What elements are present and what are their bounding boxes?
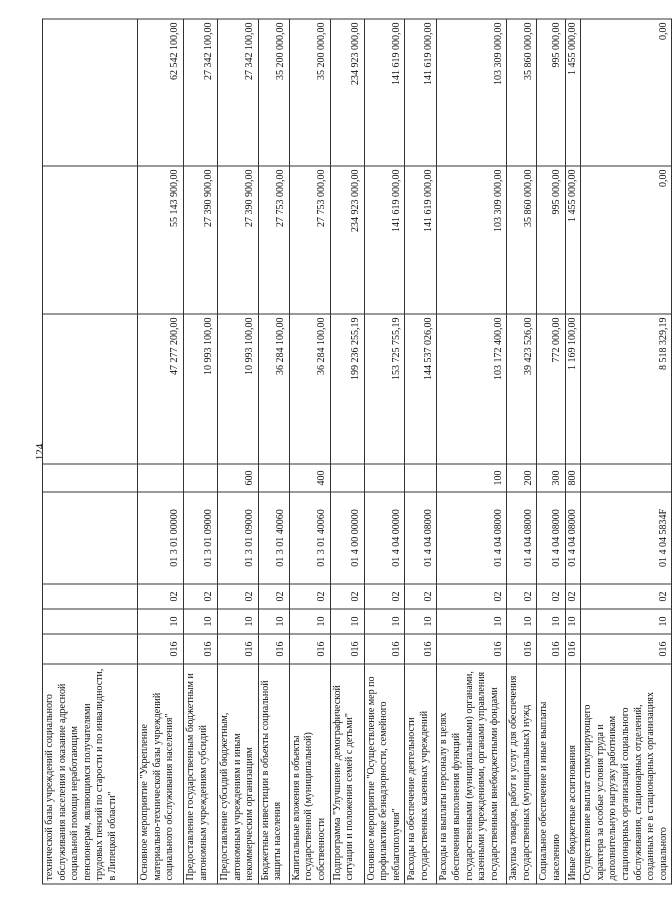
cell-exp-type xyxy=(364,464,405,492)
cell-y3: 0,00 xyxy=(581,19,672,166)
cell-subsection: 02 xyxy=(218,584,259,609)
cell-section: 10 xyxy=(364,609,405,634)
cell-name: Основное мероприятие "Осуществление мер по профилактике безнадзорности, семейного неблагополучия" xyxy=(364,664,405,884)
table-row xyxy=(537,19,565,884)
cell-section: 10 xyxy=(565,609,581,634)
cell-y2: 35 860 000,00 xyxy=(507,166,537,314)
cell-section: 10 xyxy=(437,609,507,634)
cell-y1: 10 993 100,00 xyxy=(218,314,259,464)
table-row xyxy=(289,19,330,884)
cell-exp-type: 400 xyxy=(289,464,330,492)
cell-y1: 153 725 755,19 xyxy=(364,314,405,464)
cell-subsection: 02 xyxy=(537,584,565,609)
cell-y3: 1 455 000,00 xyxy=(565,19,581,166)
cell-ministry: 016 xyxy=(138,634,184,664)
cell-y2: 27 390 900,00 xyxy=(218,166,259,314)
cell-y2: 103 309 000,00 xyxy=(437,166,507,314)
cell-name: Бюджетные инвестиции в объекты социальной защиты населения xyxy=(258,664,289,884)
cell-target: 01 4 00 00000 xyxy=(330,492,364,584)
table-row xyxy=(184,19,218,884)
cell-name: Осуществление выплат стимулирующего характера за особые условия труда и дополнительную нагрузку работникам стационарных организаций социального обслуживания, стационарных отделений, созданных не в стационарных организациях социального xyxy=(581,664,672,884)
cell-y2: 0,00 xyxy=(581,166,672,314)
cell-section xyxy=(43,609,138,634)
table-row xyxy=(258,19,289,884)
cell-target: 01 3 01 09000 xyxy=(218,492,259,584)
cell-name: Предоставление государственным бюджетным и автономным учреждениям субсидий xyxy=(184,664,218,884)
table-row xyxy=(364,19,405,884)
cell-y1 xyxy=(43,314,138,464)
cell-y2 xyxy=(43,166,138,314)
cell-subsection xyxy=(43,584,138,609)
cell-subsection: 02 xyxy=(258,584,289,609)
cell-ministry: 016 xyxy=(507,634,537,664)
cell-section: 10 xyxy=(507,609,537,634)
cell-y3: 27 342 100,00 xyxy=(218,19,259,166)
cell-ministry: 016 xyxy=(258,634,289,664)
cell-exp-type: 200 xyxy=(507,464,537,492)
cell-subsection: 02 xyxy=(437,584,507,609)
cell-name: Предоставление субсидий бюджетным, автономным учреждениям и иным некоммерческим организациям xyxy=(218,664,259,884)
cell-section: 10 xyxy=(330,609,364,634)
cell-y2: 27 753 000,00 xyxy=(258,166,289,314)
cell-y2: 55 143 900,00 xyxy=(138,166,184,314)
table-row xyxy=(507,19,537,884)
cell-section: 10 xyxy=(581,609,672,634)
table-row xyxy=(437,19,507,884)
cell-target: 01 4 04 08000 xyxy=(437,492,507,584)
cell-target xyxy=(43,492,138,584)
cell-subsection: 02 xyxy=(364,584,405,609)
page-number: 124 xyxy=(34,443,46,461)
cell-y1: 772 000,00 xyxy=(537,314,565,464)
cell-y2: 1 455 000,00 xyxy=(565,166,581,314)
cell-ministry: 016 xyxy=(184,634,218,664)
cell-name: Закупка товаров, работ и услуг для обеспечения государственных (муниципальных) нужд xyxy=(507,664,537,884)
table-row xyxy=(405,19,437,884)
cell-exp-type: 100 xyxy=(437,464,507,492)
table-row xyxy=(581,19,672,884)
cell-exp-type xyxy=(184,464,218,492)
table-row xyxy=(330,19,364,884)
cell-y2: 141 619 000,00 xyxy=(405,166,437,314)
cell-target: 01 3 01 00000 xyxy=(138,492,184,584)
cell-subsection: 02 xyxy=(405,584,437,609)
cell-y2: 141 619 000,00 xyxy=(364,166,405,314)
cell-target: 01 4 04 00000 xyxy=(364,492,405,584)
cell-target: 01 4 04 5834F xyxy=(581,492,672,584)
cell-ministry: 016 xyxy=(437,634,507,664)
cell-subsection: 02 xyxy=(507,584,537,609)
table-row xyxy=(218,19,259,884)
cell-name: Расходы на выплаты персоналу в целях обеспечения выполнения функций государственными (муниципальными) органами, казенными учреждениями, органами управления государственными внебюджетными фондами xyxy=(437,664,507,884)
cell-name: Капитальные вложения в объекты государственной (муниципальной) собственности xyxy=(289,664,330,884)
cell-exp-type: 800 xyxy=(565,464,581,492)
cell-y3: 62 542 100,00 xyxy=(138,19,184,166)
cell-ministry: 016 xyxy=(289,634,330,664)
cell-section: 10 xyxy=(184,609,218,634)
cell-ministry: 016 xyxy=(581,634,672,664)
cell-target: 01 4 04 08000 xyxy=(507,492,537,584)
cell-y1: 1 169 100,00 xyxy=(565,314,581,464)
cell-y1: 103 172 400,00 xyxy=(437,314,507,464)
cell-section: 10 xyxy=(405,609,437,634)
cell-y3: 141 619 000,00 xyxy=(405,19,437,166)
cell-exp-type xyxy=(581,464,672,492)
cell-y2: 27 390 900,00 xyxy=(184,166,218,314)
cell-exp-type xyxy=(138,464,184,492)
cell-y3: 35 200 000,00 xyxy=(258,19,289,166)
cell-y1: 199 236 255,19 xyxy=(330,314,364,464)
cell-y1: 144 537 026,00 xyxy=(405,314,437,464)
cell-section: 10 xyxy=(218,609,259,634)
cell-exp-type xyxy=(405,464,437,492)
cell-y3: 35 860 000,00 xyxy=(507,19,537,166)
cell-y3: 27 342 100,00 xyxy=(184,19,218,166)
cell-y2: 995 000,00 xyxy=(537,166,565,314)
cell-target: 01 4 04 08000 xyxy=(405,492,437,584)
cell-name: технической базы учреждений социального обслуживания населения и оказание адресной социальной помощи неработающим пенсионерам, являющимся получателями трудовых пенсий по старости и по инвалидности, в Липецкой области" xyxy=(43,664,138,884)
cell-ministry: 016 xyxy=(537,634,565,664)
cell-section: 10 xyxy=(537,609,565,634)
cell-exp-type xyxy=(330,464,364,492)
cell-y3 xyxy=(43,19,138,166)
cell-target: 01 3 01 40060 xyxy=(289,492,330,584)
cell-y3: 35 200 000,00 xyxy=(289,19,330,166)
cell-target: 01 3 01 09000 xyxy=(184,492,218,584)
cell-exp-type xyxy=(43,464,138,492)
cell-ministry: 016 xyxy=(330,634,364,664)
cell-y1: 8 518 329,19 xyxy=(581,314,672,464)
cell-section: 10 xyxy=(258,609,289,634)
cell-y3: 234 923 000,00 xyxy=(330,19,364,166)
cell-target: 01 4 04 08000 xyxy=(565,492,581,584)
cell-subsection: 02 xyxy=(138,584,184,609)
cell-subsection: 02 xyxy=(184,584,218,609)
cell-ministry: 016 xyxy=(364,634,405,664)
budget-table xyxy=(42,19,672,885)
cell-y2: 27 753 000,00 xyxy=(289,166,330,314)
cell-ministry: 016 xyxy=(218,634,259,664)
cell-y2: 234 923 000,00 xyxy=(330,166,364,314)
cell-ministry: 016 xyxy=(405,634,437,664)
table-row xyxy=(138,19,184,884)
cell-exp-type: 600 xyxy=(218,464,259,492)
cell-ministry xyxy=(43,634,138,664)
cell-y3: 995 000,00 xyxy=(537,19,565,166)
cell-y1: 36 284 100,00 xyxy=(258,314,289,464)
cell-y1: 10 993 100,00 xyxy=(184,314,218,464)
cell-exp-type: 300 xyxy=(537,464,565,492)
cell-name: Основное мероприятие "Укрепление материально-технической базы учреждений социального обслуживания населения" xyxy=(138,664,184,884)
cell-target: 01 4 04 08000 xyxy=(537,492,565,584)
cell-name: Подпрограмма "Улучшение демографической ситуации и положения семей с детьми" xyxy=(330,664,364,884)
cell-y1: 36 284 100,00 xyxy=(289,314,330,464)
cell-y3: 103 309 000,00 xyxy=(437,19,507,166)
cell-subsection: 02 xyxy=(565,584,581,609)
cell-section: 10 xyxy=(138,609,184,634)
cell-y3: 141 619 000,00 xyxy=(364,19,405,166)
cell-y1: 39 423 526,00 xyxy=(507,314,537,464)
table-row xyxy=(565,19,581,884)
cell-y1: 47 277 200,00 xyxy=(138,314,184,464)
cell-name: Социальное обеспечение и иные выплаты населению xyxy=(537,664,565,884)
budget-table-page xyxy=(42,20,669,885)
cell-exp-type xyxy=(258,464,289,492)
cell-section: 10 xyxy=(289,609,330,634)
cell-subsection: 02 xyxy=(330,584,364,609)
cell-name: Иные бюджетные ассигнования xyxy=(565,664,581,884)
table-row xyxy=(43,19,138,884)
cell-ministry: 016 xyxy=(565,634,581,664)
cell-subsection: 02 xyxy=(581,584,672,609)
cell-name: Расходы на обеспечение деятельности государственных казенных учреждений xyxy=(405,664,437,884)
cell-target: 01 3 01 40060 xyxy=(258,492,289,584)
cell-subsection: 02 xyxy=(289,584,330,609)
